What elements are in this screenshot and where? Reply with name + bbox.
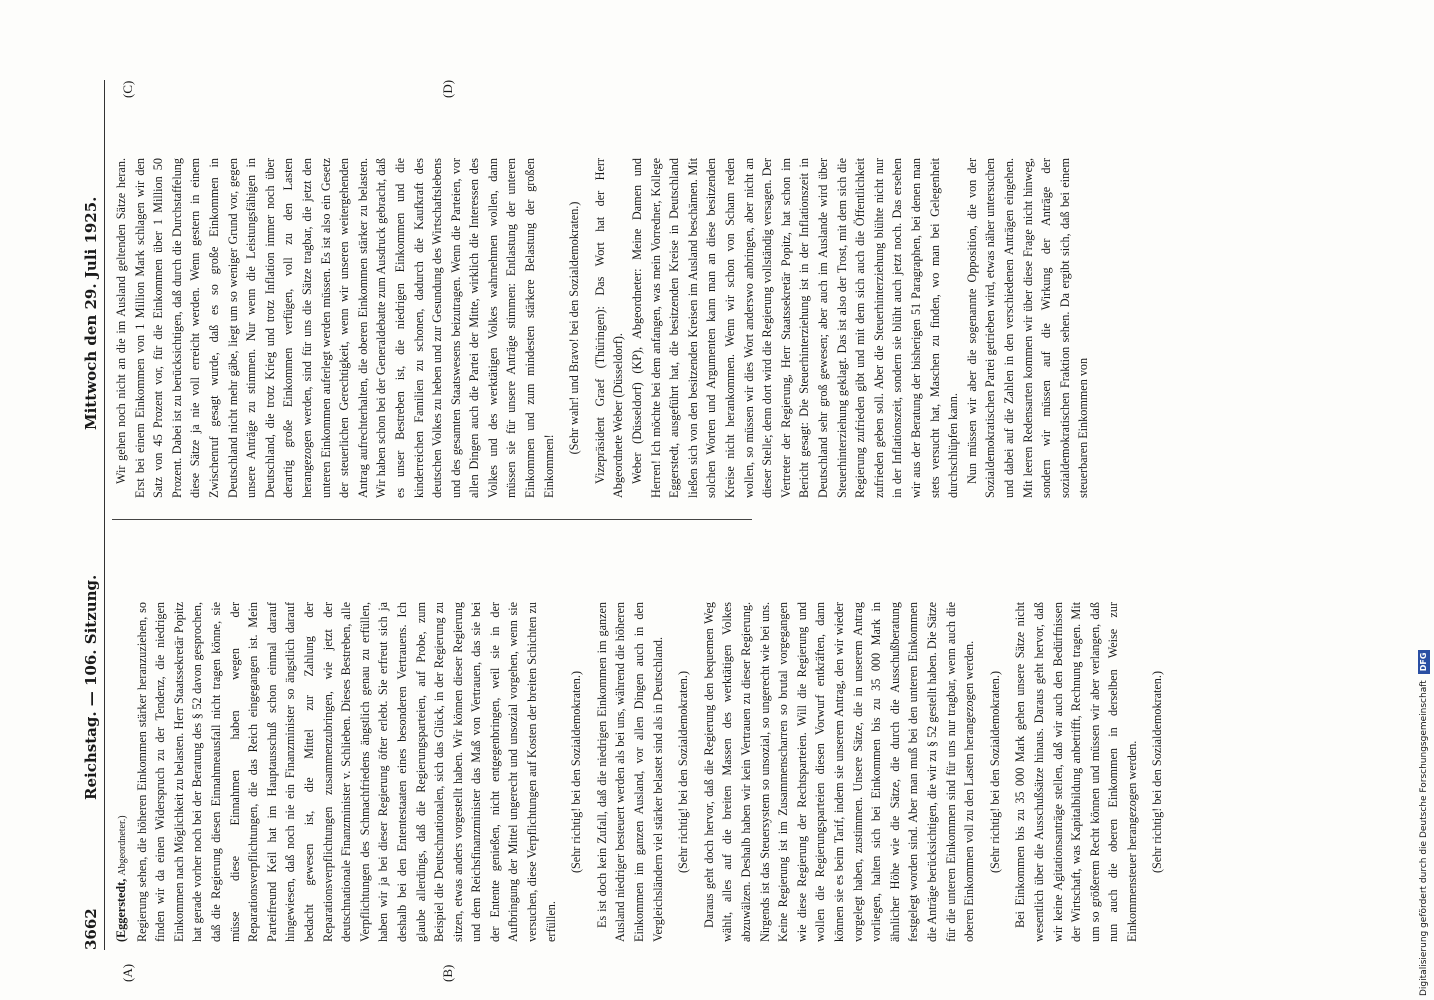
paragraph: Wir gehen noch nicht an die im Ausland geltenden Sätze heran. Erst bei einem Einkommen von 1 Million Mark schlagen wir den Satz von 45 Prozent vor, für die Einkommen über 1 Million 50 Prozent. Dabei ist zu berücksichtigen, daß durch die Durchstaffelung diese Sätze ja nie voll erreicht werden. Wenn gestern in einem Zwischenruf gesagt wurde, daß es so große Einkommen in Deutschland nicht mehr gäbe, liegt um so weniger Grund vor, gegen unsere Anträge zu stimmen. Nur wenn die Leistungsfähigen in Deutschland, die trotz Krieg und trotz Inflation immer noch über derartig große Einkommen verfügen, voll zu den Lasten herangezogen werden, sind für uns die Sätze tragbar, die jetzt den unteren Einkommen auferlegt werden müssen. Es ist also ein Gesetz der steuerlichen Gerechtigkeit, wenn wir unseren weitergehenden Antrag aufrechterhalten, die oberen Einkommen stärker zu belasten. Wir haben schon bei der Generaldebatte zum Ausdruck gebracht, daß es unser Bestreben ist, die niedrigen Einkommen und die kinderreichen Familien zu schonen, dadurch die Kaufkraft des deutschen Volkes zu heben und zur Gesundung des Wirtschaftslebens und des gesamten Staatswesens beizutragen. Wenn die Parteien, vor allen Dingen auch die Partei der Mitte, wirklich die Interessen des Volkes und des werktätigen Volkes wahrnehmen wollen, dann müssen sie für unsere Anträge stimmen: Entlastung der unteren Einkommen und zum mindesten stärkere Belastung der großen Einkommen! (114, 158, 556, 498)
digitization-credit (1413, 6, 1429, 996)
column-right (112, 158, 1093, 498)
paragraph: Regierung sehen, die höheren Einkommen stärker heranzuziehen, so finden wir da einen Widerspruch zu der Tendenz, die niedrigen Einkommen nach Möglichkeit zu belasten. Herr Staatssekretär Popitz hat gerade vorher noch bei der Beratung des § 52 davon gesprochen, daß die Regierung diesen Einnahmeausfall nicht tragen könne, sie müsse diese Einnahmen haben wegen der Reparationsverpflichtungen, die das Reich eingegangen ist. Mein Parteifreund Keil hat im Hauptausschuß schon einmal darauf hingewiesen, daß noch nie ein Finanzminister so ängstlich darauf bedacht gewesen ist, die Mittel zur Zahlung der Reparationsverpflichtungen zusammenzubringen, wie jetzt der deutschnationale Finanzminister v. Schlieben. Dieses Bestreben, alle Verpflichtungen des Schmachfriedens ängstlich genau zu erfüllen, haben wir ja bei dieser Regierung öfter erlebt. Sie erfreut sich ja deshalb bei den Ententestaaten eines besonderen Vertrauens. Ich glaube allerdings, daß die Regierungsparteien, auf Probe, zum Beispiel die Deutschnationalen, sich das Glück, in der Regierung zu sitzen, etwas anders vorgestellt haben. Wir können dieser Regierung und dem Reichsfinanzminister das Maß von Vertrauen, das sie bei der Entente genießen, nicht entgegenbringen, weil sie in der Aufbringung der Mittel ungerecht und unsozial vorgehen, wenn sie versuchen, diese Verpflichtungen auf Kosten der breiten Schichten zu erfüllen. (134, 602, 558, 942)
margin-mark-c: (C) (120, 80, 135, 98)
speaker-name: (Eggerstedt, (114, 878, 128, 942)
interjection: (Sehr richtig! bei den Sozialdemokraten.) (569, 670, 584, 874)
interjection: (Sehr richtig! bei den Sozialdemokraten.) (1150, 670, 1165, 874)
page-header (80, 80, 105, 950)
speaker-role: Abgeordneter.) (117, 815, 128, 876)
page-number: 3662 (82, 908, 100, 950)
margin-mark-b: (B) (440, 964, 455, 982)
paragraph: Weber (Düsseldorf) (KP), Abgeordneter: Meine Damen und Herren! Ich möchte bei dem anfangen, was mein Vorredner, Kollege Eggerstedt, ausgeführt hat, die besitzenden Kreise in Deutschland ließen sich von den besitzenden Kreisen im Ausland beschämen. Mit solchen Worten und Argumenten kann man an diese besitzenden Kreise nicht herankommen. Wenn wir schon von Scham reden wollen, so müssen wir dies Wort anderswo anbringen, aber nicht an dieser Stelle; denn dort wird die Regierung vollständig versagen. Der Vertreter der Regierung, Herr Staatssekretär Popitz, hat schon im Bericht gesagt: Die Steuerhinterziehung ist in der Inflationszeit in Deutschland sehr groß gewesen; aber auch im Auslande wird über Steuerhinterziehung geklagt. Das ist also der Trost, mit dem sich die Regierung zufrieden gibt und mit dem sich auch die Öffentlichkeit zufrieden geben soll. Aber die Steuerhinterziehung blühte nicht nur in der Inflationszeit, sondern sie blüht auch jetzt noch. Das ersehen wir aus der Beratung der bisherigen 51 Paragraphen, bei denen man stets versucht hat, Maschen zu finden, wo man bei Gelegenheit durchschlüpfen kann. (630, 158, 961, 498)
rotated-page-content (80, 79, 1165, 982)
header-date: Mittwoch den 29. Juli 1925. (82, 196, 100, 430)
interjection: (Sehr richtig! bei den Sozialdemokraten.) (676, 670, 691, 874)
interjection: (Sehr wahr! und Bravo! bei den Sozialdemokraten.) (567, 201, 582, 455)
credit-text: Digitalisierung gefördert durch die Deutsche Forschungsgemeinschaft (1419, 680, 1429, 996)
column-left (112, 602, 1174, 942)
margin-mark-d: (D) (440, 79, 455, 98)
paragraph: Es ist doch kein Zufall, daß die niedrigen Einkommen im ganzen Ausland niedriger besteuert werden als bei uns, während die höheren Einkommen im ganzen Ausland, vor allen Dingen auch in den Vergleichsländern viel stärker belastet sind als in Deutschland. (594, 602, 665, 942)
dfg-logo: DFG (1418, 650, 1430, 675)
header-session: Reichstag. — 106. Sitzung. (82, 574, 100, 800)
interjection: (Sehr richtig! bei den Sozialdemokraten.) (987, 670, 1002, 874)
column-divider (112, 519, 752, 520)
paragraph: Bei Einkommen bis zu 35 000 Mark gehen unsere Sätze nicht wesentlich über die Ausschußsätze hinaus. Daraus geht hervor, daß wir keine Agitationsanträge stellen, daß wir auch den Bedürfnissen der Wirtschaft, was Kapitalbildung anbetrifft, Rechnung tragen. Mit um so größerem Recht können und müssen wir aber verlangen, daß nun auch die oberen Einkommen in derselben Weise zur Einkommensteuer herangezogen werden. (1013, 602, 1139, 942)
paragraph: Daraus geht doch hervor, daß die Regierung den bequemen Weg wählt, alles auf die breiten Massen des werktätigen Volkes abzuwälzen. Deshalb haben wir kein Vertrauen zu dieser Regierung. Nirgends ist das Steuersystem so unsozial, so ungerecht wie bei uns. Keine Regierung ist im Zusammenscharren so brutal vorgegangen wie diese Regierung der Rechtsparteien. Will die Regierung und wollen die Regierungsparteien diesen Vorwurf entkräften, dann können sie es beim Tarif, indem sie unserem Antrag, den wir wieder vorgelegt haben, zustimmen. Unsere Sätze, die in unserem Antrag vorliegen, halten sich bei Einkommen bis zu 35 000 Mark in ähnlicher Höhe wie die Sätze, die durch die Ausschußberatung festgelegt worden sind. Aber man muß bei den unteren Einkommen die Anträge berücksichtigen, die wir zu § 52 gestellt haben. Die Sätze für die unteren Einkommen sind für uns nur tragbar, wenn auch die oberen Einkommen voll zu den Lasten herangezogen werden. (701, 602, 977, 942)
margin-mark-a: (A) (120, 963, 135, 982)
paragraph: Nun müssen wir aber die sogenannte Opposition, die von der Sozialdemokratischen Partei getrieben wird, etwas näher untersuchen und dabei auf die Zahlen in den verschiedenen Anträgen eingehen. Mit leeren Redensarten kommen wir über diese Frage nicht hinweg, sondern wir müssen auf die Wirkung der Anträge der sozialdemokratischen Fraktion sehen. Da ergibt sich, daß bei einem steuerbaren Einkommen von (964, 158, 1091, 498)
paragraph: Vizepräsident Graef (Thüringen): Das Wort hat der Herr Abgeordnete Weber (Düsseldorf). (592, 158, 626, 498)
speaker-line (112, 602, 133, 942)
